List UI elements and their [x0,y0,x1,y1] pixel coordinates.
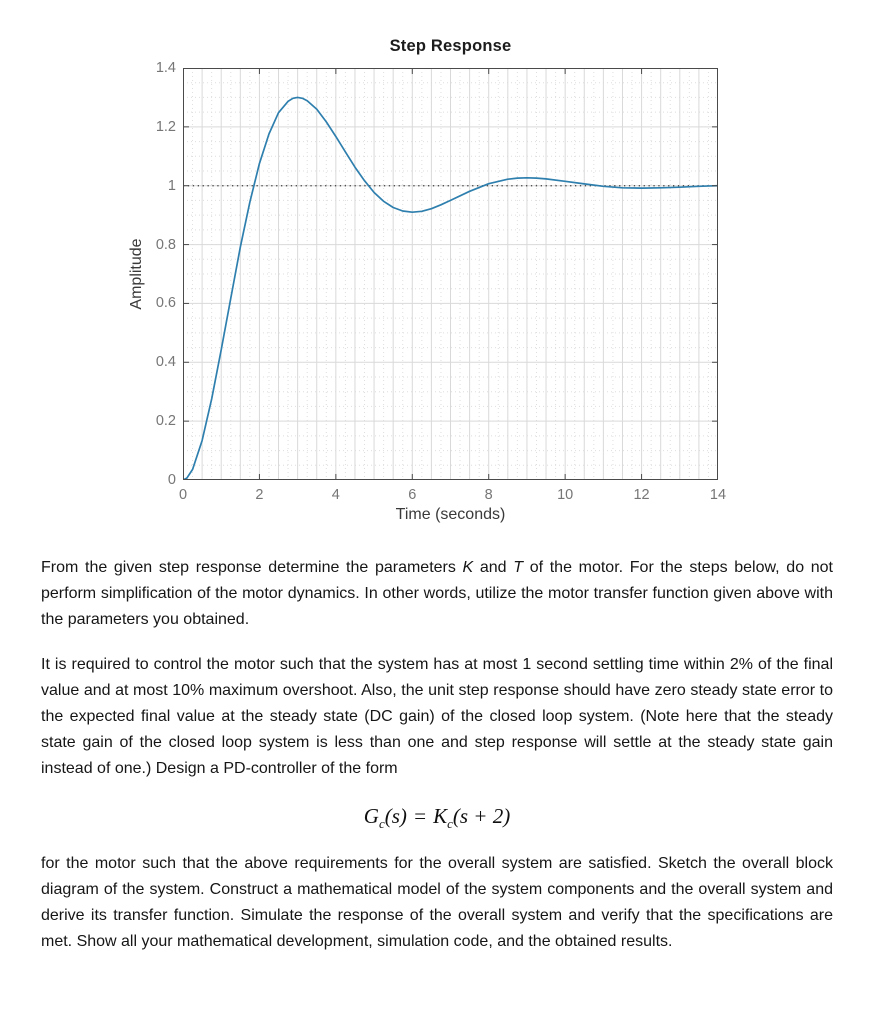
formula-rhs-paren: (s + 2) [452,804,511,828]
text-run: From the given step response determine the parameters [41,559,463,576]
formula-lhs-base: G [363,804,379,828]
chart-title: Step Response [389,37,512,55]
x-tick-label: 10 [557,487,574,503]
paragraph-2: It is required to control the motor such that the system has at most 1 second settling time within 2% of the final value and at most 10% maximum overshoot. Also, the unit step response should have zero steady state error to the expected final value at the steady state (DC gain) of the closed loop system. (Note here that the steady state gain of the closed loop system is less than one and step response will settle at the steady state gain instead of one.) Design a PD-controller of the form [41,656,833,777]
x-tick-label: 12 [633,487,650,503]
x-tick-label: 2 [255,487,264,503]
y-axis-label: Amplitude [128,238,145,310]
y-tick-label: 0.6 [155,295,176,312]
y-tick-label: 1.2 [155,118,176,135]
x-tick-label: 0 [178,487,188,503]
formula-lhs-paren: (s) [384,804,407,828]
y-tick-label: 0.2 [155,413,176,430]
x-tick-label: 14 [709,487,727,503]
italic-symbol: T [513,559,524,576]
formula-lhs-sub: c [378,816,385,832]
formula-rhs-base: K [433,804,448,828]
y-tick-label: 1 [167,177,176,194]
formula-equals: = [412,804,428,828]
paragraph-1 [41,555,833,633]
problem-statement [41,555,833,955]
y-tick-label: 1.4 [155,60,176,76]
paragraph-3: for the motor such that the above requirements for the overall system are satisfied. Sketch the overall block diagram of the system. Construct a mathematical model of the system components and the overall system and derive its transfer function. Simulate the response of the overall system and verify that the specifications are met. Show all your mathematical development, simulation code, and the obtained results. [41,855,833,950]
x-tick-label: 4 [331,487,340,503]
plot-area [183,68,718,480]
italic-symbol: K [462,559,474,576]
text-run: and [473,559,514,576]
y-tick-label: 0.8 [155,236,176,253]
controller-formula [41,801,833,831]
text-run: of the motor. For the steps below, do not perform simplification of the motor dynamics. In other words, utilize the motor transfer function given above with the parameters you obtained. [41,559,833,628]
x-axis-label: Time (seconds) [395,506,506,523]
x-tick-label: 8 [484,487,493,503]
y-tick-label: 0.4 [155,354,176,371]
x-tick-label: 6 [408,487,417,503]
y-tick-label: 0 [167,472,176,488]
formula-rhs-sub: c [447,816,453,832]
